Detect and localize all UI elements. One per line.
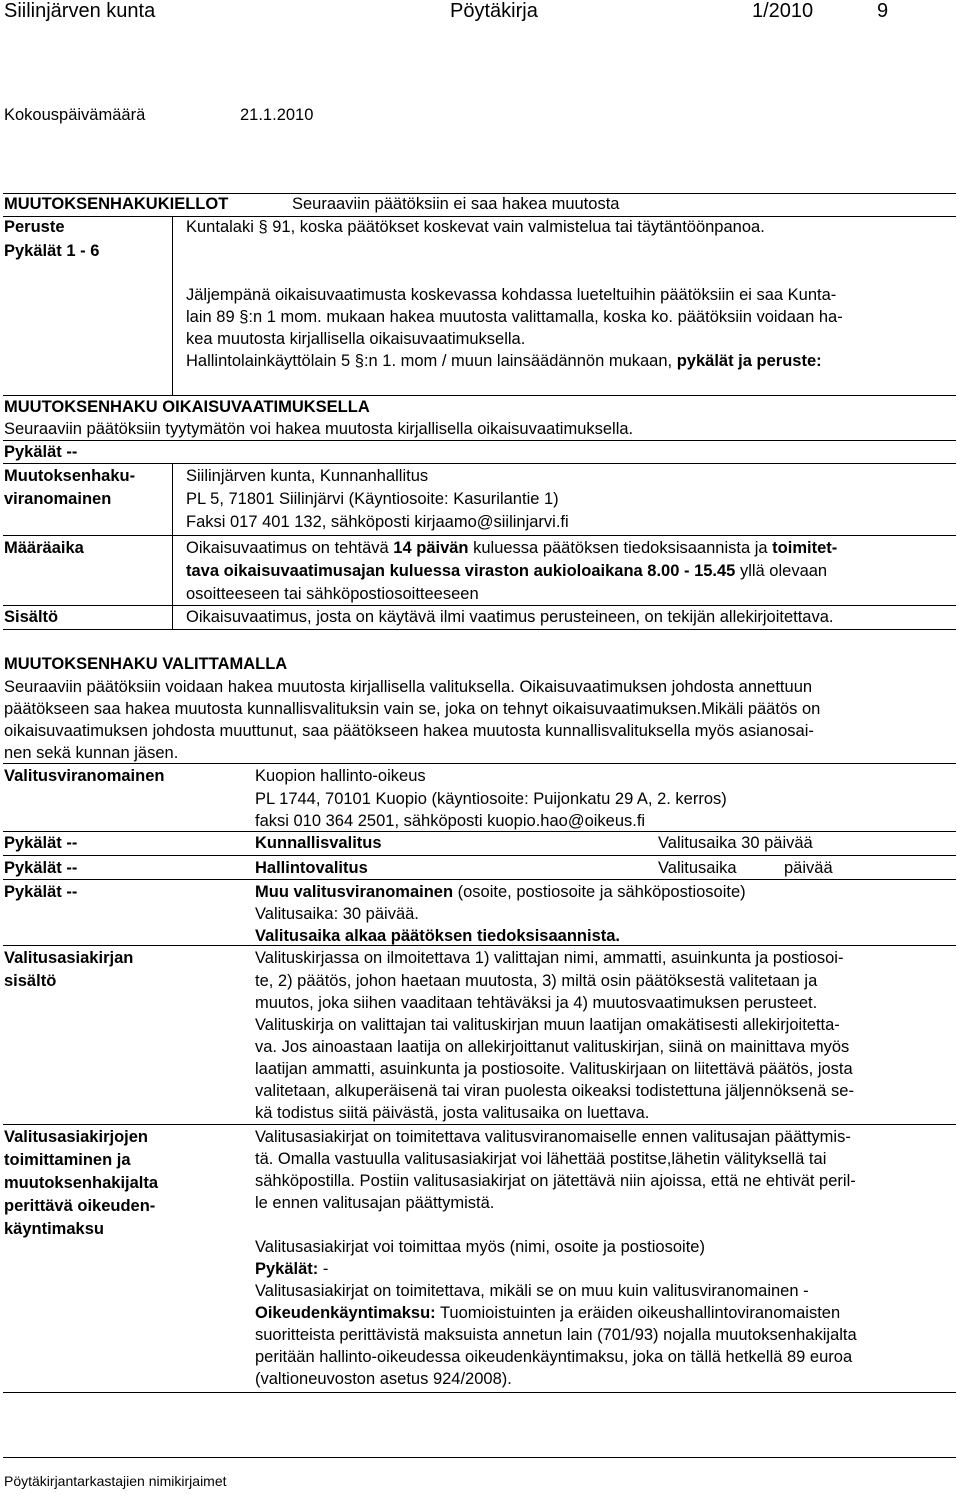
restrictions-last-line: Hallintolainkäyttölain 5 §:n 1. mom / muun lainsäädännön mukaan, pykälät ja peruste: [186,352,822,370]
page-number: 9 [877,0,889,22]
authority-label: viranomainen [4,490,112,508]
authority-line: PL 5, 71801 Siilinjärvi (Käyntiosoite: Kasurilantie 1) [186,490,559,508]
divider [3,855,956,856]
deadline-line: osoitteeseen tai sähköpostiosoitteeseen [186,585,479,603]
fee-line: suoritteista perittävistä maksuista annetun lain (701/93) nojalla muutoksenhakijalta [255,1326,857,1344]
delivery-label: muutoksenhakijalta [4,1174,159,1192]
fee-line: (valtioneuvoston asetus 924/2008). [255,1370,512,1388]
contents-label: Valitusasiakirjan [4,949,134,967]
delivery-pykalat: Pykälät: - [255,1260,329,1278]
deadline-label: Määräaika [4,539,84,557]
delivery-line: le ennen valitusajan päättymistä. [255,1194,495,1212]
meeting-date-label: Kokouspäivämäärä [4,106,146,124]
document-number: 1/2010 [752,0,814,22]
divider [3,763,956,764]
valitus-intro-line: päätökseen saa hakea muutosta kunnallisvalituksin vain se, joka on tehnyt oikaisuvaatimuksen.Mikäli päätös on [4,700,821,718]
delivery-line: sähköpostilla. Postiin valitusasiakirjat on jätettävä niin ajoissa, että ne ehtivät peril- [255,1172,856,1190]
restrictions-description: Seuraaviin päätöksiin ei saa hakea muutosta [292,195,620,213]
column-divider [172,216,173,396]
divider [3,831,956,832]
contents-line: valitetaan, alkuperäisenä tai viran puolesta oikeaksi todistettuna jäljennöksenä se- [255,1082,854,1100]
restrictions-paragraph-line: Jäljempänä oikaisuvaatimusta koskevassa kohdassa lueteltuihin päätöksiin ei saa Kunta- [186,286,837,304]
content-text: Oikaisuvaatimus, josta on käytävä ilmi vaatimus perusteineen, on tekijän allekirjoitettava. [186,608,834,626]
contents-line: va. Jos ainoastaan laatija on allekirjoittanut valituskirjan, siinä on mainittava myös [255,1038,850,1056]
valitus-authority-line: faksi 010 364 2501, sähköposti kuopio.hao@oikeus.fi [255,812,646,830]
document-type: Pöytäkirja [450,0,538,22]
row2-time: Valitusaika [658,859,737,877]
valitus-authority-line: Kuopion hallinto-oikeus [255,767,426,785]
delivery-label: Valitusasiakirjojen [4,1128,148,1146]
authority-line: Faksi 017 401 132, sähköposti kirjaamo@siilinjarvi.fi [186,513,569,531]
valitus-intro-line: oikaisuvaatimuksen johdosta muuttunut, saa päätökseen hakea muutosta kunnallisvalituksella myös asianosai- [4,722,814,740]
content-label: Sisältö [4,608,59,626]
divider [3,463,956,464]
row2-type: Hallintovalitus [255,859,368,877]
peruste-label: Peruste [4,218,65,236]
contents-label: sisältö [4,972,57,990]
oikaisu-title: MUUTOKSENHAKU OIKAISUVAATIMUKSELLA [4,398,370,416]
deadline-line: Oikaisuvaatimus on tehtävä 14 päivän kuluessa päätöksen tiedoksisaannista ja toimitet- [186,539,838,557]
pykalat-label: Pykälät 1 - 6 [4,242,100,260]
oikaisu-intro: Seuraaviin päätöksiin tyytymätön voi hakea muutosta kirjallisella oikaisuvaatimuksella. [4,420,634,438]
footer-text: Pöytäkirjantarkastajien nimikirjaimet [4,1473,227,1489]
municipality-name: Siilinjärven kunta [4,0,156,22]
row2-time-unit: päivää [784,859,833,877]
valitus-authority-label: Valitusviranomainen [4,767,165,785]
row3-note: Valitusaika alkaa päätöksen tiedoksisaannista. [255,927,621,945]
delivery-extra: Valitusasiakirjat voi toimittaa myös (nimi, osoite ja postiosoite) [255,1238,705,1256]
contents-line: Valituskirjassa on ilmoitettava 1) valittajan nimi, ammatti, asuinkunta ja postiosoi- [255,949,844,967]
row2-label: Pykälät -- [4,859,78,877]
valitus-intro-line: nen sekä kunnan jäsen. [4,744,179,762]
deadline-line: tava oikaisuvaatimusajan kuluessa viraston aukioloaikana 8.00 - 15.45 yllä olevaan [186,562,828,580]
divider [3,629,956,630]
contents-line: Valituskirja on valittajan tai valituskirjan muun laatijan omakätisesti allekirjoitetta- [255,1016,840,1034]
restrictions-paragraph-line: kea muutosta kirjallisella oikaisuvaatimuksella. [186,330,526,348]
delivery-line: tä. Omalla vastuulla valitusasiakirjat voi lähettää postitse,lähetin välityksellä tai [255,1150,827,1168]
divider [3,440,956,441]
contents-line: kä todistus siitä päivästä, josta valitusaika on luettava. [255,1104,650,1122]
divider [3,535,956,536]
contents-line: te, 2) päätös, johon haetaan muutosta, 3) miltä osin päätöksestä valitetaan ja [255,972,818,990]
row3-label: Pykälät -- [4,883,78,901]
delivery-label: toimittaminen ja [4,1151,131,1169]
row1-label: Pykälät -- [4,834,78,852]
row3-type: Muu valitusviranomainen (osoite, postiosoite ja sähköpostiosoite) [255,883,746,901]
oikaisu-pykalat-label: Pykälät -- [4,443,78,461]
row3-time: Valitusaika: 30 päivää. [255,905,419,923]
contents-line: laatijan ammatti, asuinkunta ja postiosoite. Valituskirjaan on liitettävä päätös, josta [255,1060,853,1078]
valitus-authority-line: PL 1744, 70101 Kuopio (käyntiosoite: Puijonkatu 29 A, 2. kerros) [255,790,727,808]
restrictions-title: MUUTOKSENHAKUKIELLOT [4,195,229,213]
contents-line: muutos, joka siihen vaaditaan tehtäväksi ja 4) muutosvaatimuksen perusteet. [255,994,818,1012]
fee-line: Oikeudenkäyntimaksu: Tuomioistuinten ja eräiden oikeushallintoviranomaisten [255,1304,841,1322]
restrictions-paragraph-line: lain 89 §:n 1 mom. mukaan hakea muutosta valittamalla, koska ko. päätöksiin voidaan ha- [186,308,843,326]
divider [3,945,956,946]
authority-line: Siilinjärven kunta, Kunnanhallitus [186,467,429,485]
fee-line: peritään hallinto-oikeudessa oikeudenkäyntimaksu, joka on tällä hetkellä 89 euroa [255,1348,853,1366]
meeting-date: 21.1.2010 [240,106,314,124]
delivery-line: Valitusasiakirjat on toimitettava valitusviranomaiselle ennen valitusajan päättymis- [255,1128,851,1146]
valitus-intro-line: Seuraaviin päätöksiin voidaan hakea muutosta kirjallisella valituksella. Oikaisuvaatimuksen johdosta annettuun [4,678,813,696]
delivery-label: käyntimaksu [4,1220,104,1238]
delivery-label: perittävä oikeuden- [4,1197,156,1215]
authority-label: Muutoksenhaku- [4,467,136,485]
footer-divider [3,1457,956,1458]
peruste-text: Kuntalaki § 91, koska päätökset koskevat vain valmistelua tai täytäntöönpanoa. [186,218,765,236]
divider [3,1124,956,1125]
row1-time: Valitusaika 30 päivää [658,834,813,852]
divider [3,1392,956,1393]
delivery-other: Valitusasiakirjat on toimitettava, mikäli se on muu kuin valitusviranomainen - [255,1282,809,1300]
divider [3,879,956,880]
row1-type: Kunnallisvalitus [255,834,382,852]
valitus-title: MUUTOKSENHAKU VALITTAMALLA [4,655,288,673]
